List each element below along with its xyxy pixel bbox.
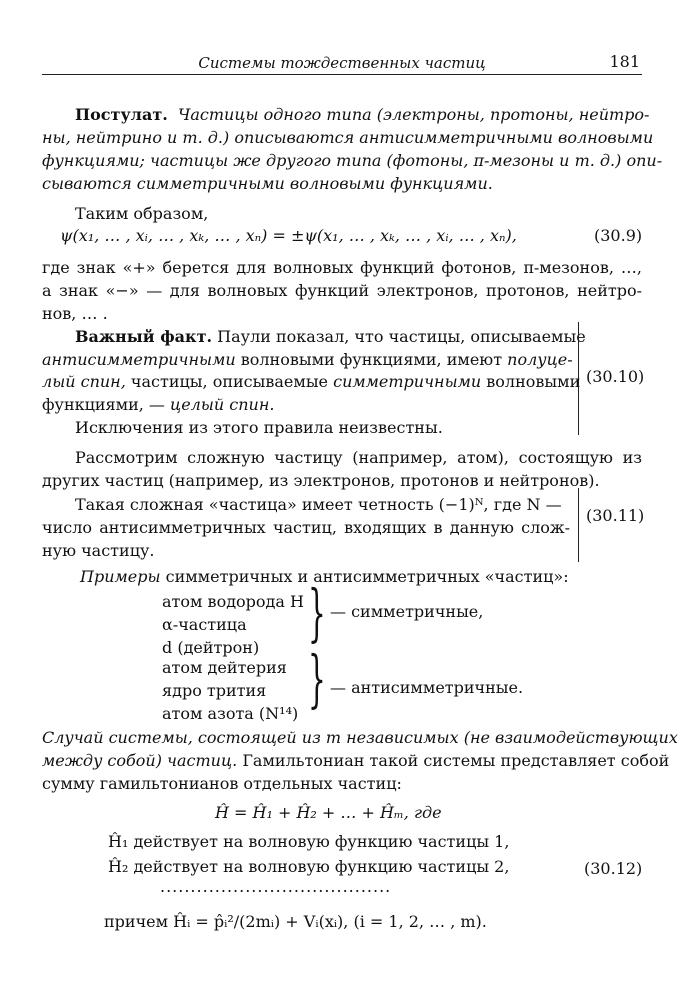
fact-halfspin: полуце-: [507, 350, 573, 369]
postulate-text-1: Частицы одного типа (электроны, протоны, нейтро-: [177, 105, 650, 124]
fact-functions: функциями, —: [42, 395, 165, 414]
hamiltonian-definition: причем Ĥᵢ = p̂ᵢ²/(2mᵢ) + Vᵢ(xᵢ), (i = 1, 2, … , m).: [104, 912, 487, 931]
equation-number-30-12: (30.12): [584, 859, 643, 878]
fact-text-2: волновыми функциями, имеют: [240, 350, 503, 369]
fact-integer-spin: целый спин.: [170, 395, 275, 414]
complex-line-2: других частиц (например, из электронов, протонов и нейтронов).: [42, 471, 600, 490]
fact-label: Важный факт.: [75, 327, 213, 346]
examples-label: Примеры: [80, 567, 161, 586]
header-title: Системы тождественных частиц: [198, 54, 486, 72]
antisymmetric-brace: }: [308, 642, 326, 715]
fact-text-3: частицы, описываемые: [130, 372, 329, 391]
independent-text: Гамильтониан такой системы представляет собой: [242, 751, 670, 770]
fact-side-bar: [578, 322, 579, 435]
fact-line-2: [42, 350, 573, 369]
postulate-line-4: сываются симметричными волновыми функциями.: [42, 174, 493, 193]
hamiltonian-row-1: Ĥ₁ действует на волновую функцию частицы 1,: [108, 832, 510, 851]
complex-line-1: Рассмотрим сложную частицу (например, атом), состоящую из: [75, 448, 642, 467]
running-header: [42, 52, 642, 75]
postulate-label: Постулат.: [75, 105, 168, 124]
antisymmetric-item: атом азота (N¹⁴): [162, 704, 299, 723]
independent-line-2: [42, 751, 670, 770]
symmetric-brace: }: [308, 576, 326, 649]
equation-number-30-10: (30.10): [586, 367, 645, 386]
hamiltonian-row-2: Ĥ₂ действует на волновую функцию частицы 2,: [108, 857, 510, 876]
page-number: 181: [609, 52, 640, 71]
symmetric-label: — симметричные,: [330, 602, 484, 621]
postulate-line-2: ны, нейтрино и т. д.) описываются антисимметричными волновыми: [42, 128, 654, 147]
postulate-line-1: [75, 105, 650, 124]
antisymmetric-list: [162, 656, 298, 725]
equation-number-30-11: (30.11): [586, 506, 645, 525]
fact-line-1: [75, 327, 586, 346]
fact-waves: волновыми: [486, 372, 581, 391]
thus-text: Таким образом,: [75, 204, 209, 223]
antisymmetric-item: ядро трития: [162, 681, 267, 700]
examples-intro-text: симметричных и антисимметричных «частиц»:: [165, 567, 569, 586]
symmetric-item: атом водорода H: [162, 592, 304, 611]
equation-number-30-9: (30.9): [594, 226, 643, 245]
parity-line-1: Такая сложная «частица» имеет четность (−1)ᴺ, где N —: [75, 495, 562, 514]
equation-30-9: [60, 226, 517, 245]
independent-line-1: Случай системы, состоящей из m независимых (не взаимодействующих: [42, 728, 678, 747]
independent-line-3: сумму гамильтонианов отдельных частиц:: [42, 774, 402, 793]
parity-line-3: ную частицу.: [42, 541, 155, 560]
sign-line-2: а знак «−» — для волновых функций электронов, протонов, нейтро-: [42, 281, 642, 300]
antisymmetric-label: — антисимметричные.: [330, 678, 524, 697]
symmetric-item: d (дейтрон): [162, 638, 260, 657]
fact-sym: симметричными: [333, 372, 482, 391]
sign-line-3: нов, … .: [42, 304, 108, 323]
hamiltonian-sum: Ĥ = Ĥ₁ + Ĥ₂ + … + Ĥₘ, где: [215, 803, 442, 822]
fact-spin: лый спин,: [42, 372, 126, 391]
sign-line-1: где знак «+» берется для волновых функций фотонов, π-мезонов, …,: [42, 258, 642, 277]
independent-case: между собой) частиц.: [42, 751, 238, 770]
symmetric-list: [162, 590, 304, 659]
fact-line-4: [42, 395, 274, 414]
equation-30-9-text: ψ(x₁, … , xᵢ, … , xₖ, … , xₙ) = ±ψ(x₁, … , xₖ, … , xᵢ, … , xₙ),: [60, 226, 517, 245]
postulate-line-3: функциями; частицы же другого типа (фотоны, π-мезоны и т. д.) опи-: [42, 151, 663, 170]
parity-line-2: число антисимметричных частиц, входящих в данную слож-: [42, 518, 570, 537]
hamiltonian-dots: ......................................: [160, 877, 392, 896]
fact-antisym: антисимметричными: [42, 350, 236, 369]
fact-line-5: Исключения из этого правила неизвестны.: [75, 418, 443, 437]
antisymmetric-item: атом дейтерия: [162, 658, 287, 677]
symmetric-item: α-частица: [162, 615, 247, 634]
parity-side-bar: [578, 488, 579, 562]
fact-text-1: Паули показал, что частицы, описываемые: [217, 327, 586, 346]
fact-line-3: [42, 372, 581, 391]
